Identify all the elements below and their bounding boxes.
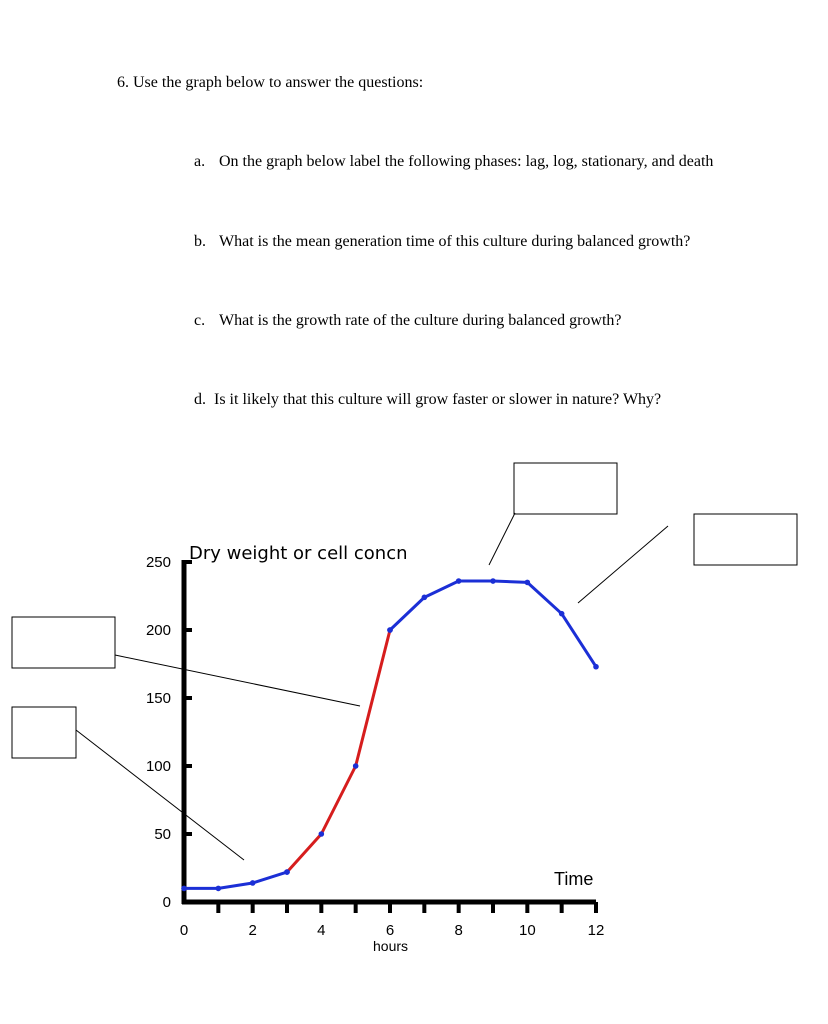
part-c-letter: c. xyxy=(194,312,206,329)
part-a-text: On the graph below label the following phases: lag, log, stationary, and death xyxy=(219,153,714,170)
data-point xyxy=(319,831,325,837)
x-tick-label-8: 8 xyxy=(454,922,463,939)
part-a-letter: a. xyxy=(194,153,206,170)
x-tick-label-4: 4 xyxy=(317,922,326,939)
data-point xyxy=(422,595,428,601)
data-point xyxy=(353,763,359,769)
log-label-box[interactable] xyxy=(12,617,115,668)
question-6-heading: 6. Use the graph below to answer the questions: xyxy=(117,74,424,91)
series-line-lag xyxy=(184,872,287,888)
y-tick-label-150: 150 xyxy=(145,690,171,707)
chart-axes xyxy=(146,554,604,939)
data-point xyxy=(284,869,290,875)
part-d-letter: d. xyxy=(194,391,206,408)
series-line-log xyxy=(287,630,390,872)
data-point xyxy=(456,578,462,584)
x-axis-label: hours xyxy=(373,938,409,954)
data-point xyxy=(387,627,393,633)
data-point xyxy=(216,886,222,892)
label-boxes xyxy=(12,463,797,860)
data-point xyxy=(250,880,256,886)
part-d-text: Is it likely that this culture will grow faster or slower in nature? Why? xyxy=(214,391,662,408)
part-b-letter: b. xyxy=(194,233,206,250)
lag-label-box[interactable] xyxy=(12,707,76,758)
series-line-stationary-death xyxy=(390,581,596,667)
death-label-box[interactable] xyxy=(694,514,797,565)
y-tick-label-0: 0 xyxy=(162,894,171,911)
stationary-pointer-line xyxy=(489,513,515,565)
data-point xyxy=(181,886,187,892)
stationary-label-box[interactable] xyxy=(514,463,617,514)
data-point xyxy=(490,578,496,584)
x-tick-label-10: 10 xyxy=(518,922,536,939)
x-tick-label-12: 12 xyxy=(587,922,605,939)
x-tick-label-0: 0 xyxy=(179,922,189,939)
chart-series xyxy=(184,581,596,888)
time-label: Time xyxy=(554,869,594,889)
data-point xyxy=(559,611,565,617)
data-point xyxy=(525,580,531,586)
death-pointer-line xyxy=(578,526,668,603)
x-tick-label-6: 6 xyxy=(385,922,395,939)
y-tick-label-200: 200 xyxy=(145,622,171,639)
data-point xyxy=(593,664,599,670)
chart-points xyxy=(181,578,599,891)
y-tick-label-250: 250 xyxy=(145,554,171,571)
y-axis-title: Dry weight or cell concn xyxy=(189,543,408,564)
part-b-text: What is the mean generation time of this culture during balanced growth? xyxy=(219,233,691,250)
y-tick-label-100: 100 xyxy=(145,758,171,775)
x-tick-label-2: 2 xyxy=(248,922,257,939)
part-c-text: What is the growth rate of the culture during balanced growth? xyxy=(219,312,622,329)
y-tick-label-50: 50 xyxy=(154,826,171,843)
